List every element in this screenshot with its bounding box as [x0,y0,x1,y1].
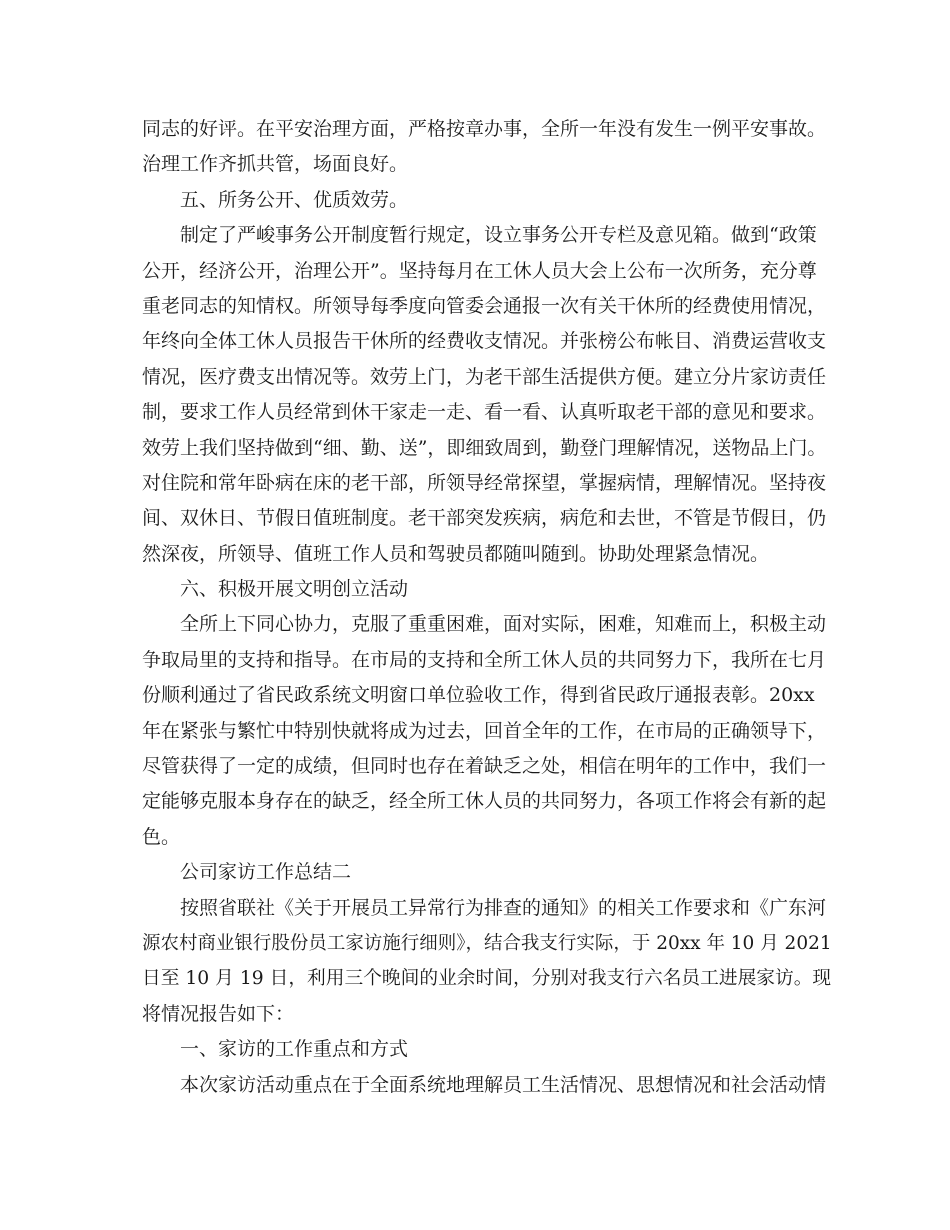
text-line: 对住院和常年卧病在床的老干部，所领导经常探望，掌握病情，理解情况。坚持夜 [142,471,827,494]
text-line: 公司家访工作总结二 [180,861,352,884]
text-line: 本次家访活动重点在于全面系统地理解员工生活情况、思想情况和社会活动情 [180,1073,827,1096]
text-line: 尽管获得了一定的成绩，但同时也存在着缺乏之处，相信在明年的工作中，我们一 [142,755,827,778]
text-line: 效劳上我们坚持做到“细、勤、送”，即细致周到，勤登门理解情况，送物品上门。 [142,436,827,459]
text-line: 将情况报告如下： [142,1002,295,1025]
text-line: 六、积极开展文明创立活动 [180,578,409,601]
text-line: 重老同志的知情权。所领导每季度向管委会通报一次有关干休所的经费使用情况， [142,294,827,317]
text-line: 五、所务公开、优质效劳。 [180,188,409,211]
text-line: 年在紧张与繁忙中特别快就将成为过去，回首全年的工作，在市局的正确领导下， [142,719,827,742]
text-line: 制定了严峻事务公开制度暂行规定，设立事务公开专栏及意见箱。做到“政策 [180,224,817,247]
text-line: 按照省联社《关于开展员工异常行为排查的通知》的相关工作要求和《广东河 [180,896,827,919]
text-line: 公开，经济公开，治理公开”。坚持每月在工休人员大会上公布一次所务，充分尊 [142,259,817,282]
text-line: 同志的好评。在平安治理方面，严格按章办事，全所一年没有发生一例平安事故。 [142,118,827,140]
document-body [142,112,832,1103]
text-line: 然深夜，所领导、值班工作人员和驾驶员都随叫随到。协助处理紧急情况。 [142,542,770,565]
text-line: 色。 [142,825,181,848]
text-line: 治理工作齐抓共管，场面良好。 [142,153,409,176]
text-line: 间、双休日、节假日值班制度。老干部突发疾病，病危和去世，不管是节假日，仍 [142,507,827,530]
text-line: 制，要求工作人员经常到休干家走一走、看一看、认真听取老干部的意见和要求。 [142,401,827,424]
text-line: 年终向全体工休人员报告干休所的经费收支情况。并张榜公布帐目、消费运营收支 [142,330,827,353]
text-line: 全所上下同心协力，克服了重重困难，面对实际，困难，知难而上，积极主动 [180,613,827,636]
text-line: 一、家访的工作重点和方式 [180,1038,409,1061]
text-line: 日至 10 月 19 日，利用三个晚间的业余时间，分别对我支行六名员工进展家访。现 [142,968,832,990]
text-line: 份顺利通过了省民政系统文明窗口单位验收工作，得到省民政厅通报表彰。20xx [142,684,815,707]
text-line: 争取局里的支持和指导。在市局的支持和全所工休人员的共同努力下，我所在七月 [142,648,827,671]
text-line: 定能够克服本身存在的缺乏，经全所工休人员的共同努力，各项工作将会有新的起 [142,790,827,813]
text-line: 情况，医疗费支出情况等。效劳上门，为老干部生活提供方便。建立分片家访责任 [142,365,827,388]
text-line: 源农村商业银行股份员工家访施行细则》，结合我支行实际，于 20xx 年 10 月 2021 [142,932,832,954]
